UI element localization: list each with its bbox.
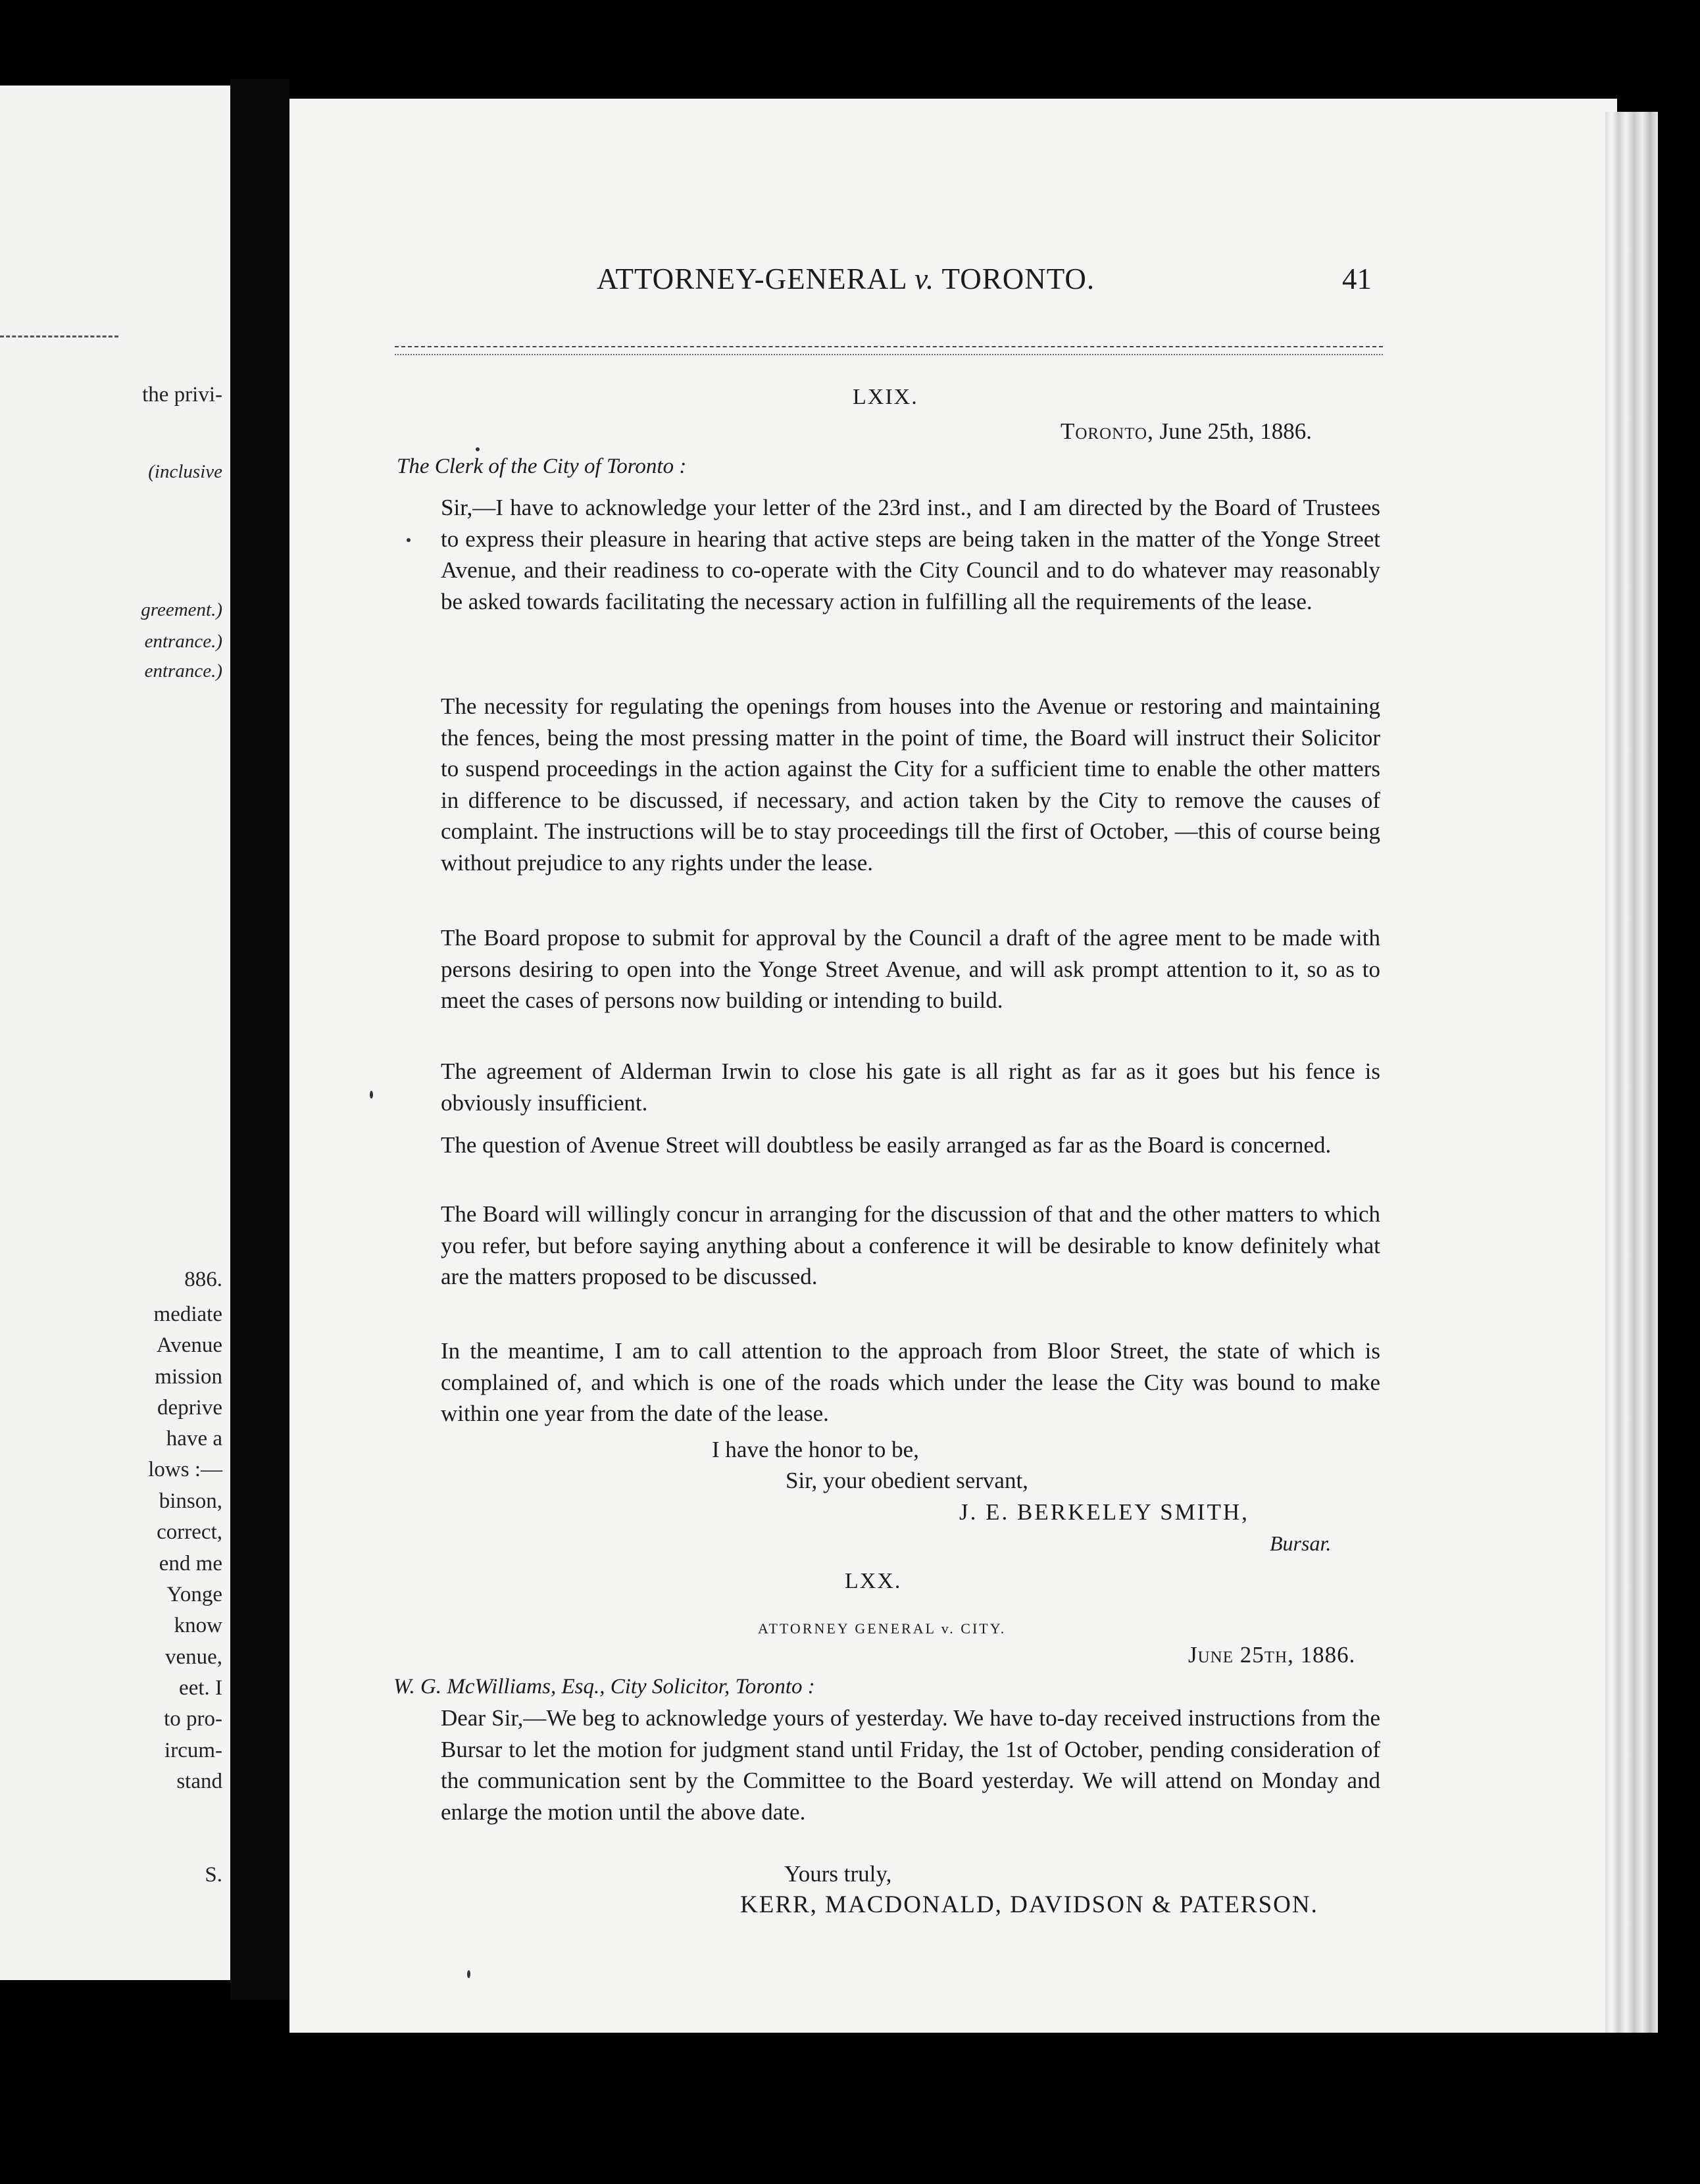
previous-page-line: 886.: [184, 1268, 222, 1291]
page-edges: [1605, 112, 1658, 2033]
letter-69-body-3: [441, 922, 1380, 1016]
letter-69-paragraph-1: Sir,—I have to acknowledge your letter of the 23rd inst., and I am directed by the Board of Trustees to express their pleasure in hearing that active steps are being taken in the matter of the Yonge Street Avenue, and their readiness to co-operate with the City Council and to do whatever may reasonably be asked towards facilitating the necessary action in fulfilling all the requirements of the lease.: [441, 495, 1380, 614]
previous-page-line: mediate: [153, 1303, 222, 1326]
previous-page-line: Yonge: [166, 1583, 222, 1606]
letter-69-closing-2: Sir, your obedient servant,: [786, 1468, 1028, 1493]
letter-69-paragraph-7: In the meantime, I am to call attention to the approach from Bloor Street, the state of which is complained of, and which is one of the roads which under the lease the City was bound to make within one year from the date of the lease.: [441, 1338, 1380, 1426]
letter-69-numeral: LXIX.: [853, 385, 918, 409]
previous-page-line: (inclusive: [148, 461, 222, 482]
book-gutter: [230, 79, 289, 2000]
letter-69-paragraph-5: The question of Avenue Street will doubtless be easily arranged as far as the Board is concerned.: [441, 1132, 1332, 1158]
letter-69-body: [441, 492, 1380, 617]
letter-69-addressee: The Clerk of the City of Toronto :: [397, 455, 687, 478]
letter-70-caption: ATTORNEY GENERAL v. CITY.: [758, 1620, 1007, 1637]
letter-70-body: [441, 1702, 1380, 1827]
previous-page-line: to pro-: [164, 1707, 222, 1731]
letter-70-closing: Yours truly,: [784, 1861, 892, 1887]
previous-page-line: entrance.): [144, 631, 222, 652]
running-head-versus: v.: [914, 262, 935, 295]
previous-page-line: S.: [205, 1863, 222, 1887]
previous-page-rule: [0, 335, 118, 337]
letter-70-addressee: W. G. McWilliams, Esq., City Solicitor, Toronto :: [393, 1675, 815, 1699]
previous-page-line: end me: [159, 1552, 222, 1576]
letter-69-paragraph-4: The agreement of Alderman Irwin to close his gate is all right as far as it goes but his fence is obviously insufficient.: [441, 1058, 1380, 1116]
previous-page-line: binson,: [159, 1489, 222, 1513]
page-number: 41: [1342, 262, 1372, 295]
letter-69-signature: J. E. BERKELEY SMITH,: [959, 1499, 1249, 1525]
letter-69-body-6: [441, 1199, 1380, 1293]
header-rule: [395, 346, 1383, 355]
letter-69-body-4: [441, 1056, 1380, 1118]
print-speck: [370, 1091, 373, 1099]
previous-page-line: eet. I: [179, 1676, 222, 1700]
previous-page-line: entrance.): [144, 660, 222, 682]
letter-69-paragraph-3: The Board propose to submit for approval by the Council a draft of the agree ment to be made with persons desiring to open into the Yonge Street Avenue, and will ask prompt attention to it, so as to meet the cases of persons now building or intending to build.: [441, 925, 1380, 1013]
previous-page-line: correct,: [157, 1520, 222, 1544]
previous-page-line: lows :—: [148, 1458, 222, 1481]
previous-page-line: have a: [166, 1427, 222, 1451]
print-speck: [467, 1970, 470, 1978]
letter-70-numeral: LXX.: [845, 1569, 902, 1593]
letter-69-body-5: [441, 1129, 1380, 1161]
previous-page-fragment: [0, 86, 230, 1980]
dateline-date: June 25th, 1886.: [1159, 418, 1312, 444]
letter-70-dateline: June 25th, 1886.: [1188, 1642, 1356, 1668]
letter-69-paragraph-2: The necessity for regulating the openings from houses into the Avenue or restoring and maintaining the fences, being the most pressing matter in the point of time, the Board will instruct their Solicitor to suspend proceedings in the action against the City for a sufficient time to enable the other matters in difference to be discussed, if necessary, and action taken by the City to remove the causes of complaint. The instructions will be to stay proceedings till the first of October, —this of course being without prejudice to any rights under the lease.: [441, 693, 1380, 876]
running-head-right: TORONTO.: [941, 262, 1095, 295]
letter-69-closing-1: I have the honor to be,: [712, 1437, 919, 1462]
previous-page-line: Avenue: [156, 1333, 222, 1357]
letter-70-paragraph: Dear Sir,—We beg to acknowledge yours of yesterday. We have to-day received instructions from the Bursar to let the motion for judgment stand until Friday, the 1st of October, pending consideration of the communication sent by the Committee to the Board yesterday. We will attend on Monday and enlarge the motion until the above date.: [441, 1705, 1380, 1825]
letter-69-paragraph-6: The Board will willingly concur in arranging for the discussion of that and the other matters to which you refer, but before saying anything about a conference it will be desirable to know definitely what are the matters proposed to be discussed.: [441, 1201, 1380, 1289]
previous-page-line: deprive: [157, 1396, 222, 1420]
print-speck: [407, 538, 411, 542]
running-head-left: ATTORNEY-GENERAL: [597, 262, 907, 295]
previous-page-line: ircum-: [164, 1739, 222, 1762]
dateline-place: Toronto,: [1061, 418, 1154, 444]
print-speck: [476, 447, 480, 451]
previous-page-line: stand: [176, 1770, 222, 1793]
previous-page-line: know: [174, 1614, 222, 1637]
previous-page-line: the privi-: [142, 383, 222, 407]
previous-page-line: venue,: [164, 1645, 222, 1669]
letter-69-body-2: [441, 691, 1380, 878]
running-head: [597, 262, 1095, 296]
previous-page-line: mission: [155, 1365, 222, 1389]
letter-69-signature-title: Bursar.: [1270, 1531, 1332, 1555]
letter-70-signature: KERR, MACDONALD, DAVIDSON & PATERSON.: [740, 1891, 1318, 1918]
letter-69-body-7: [441, 1335, 1380, 1429]
letter-69-dateline: [1061, 416, 1312, 447]
previous-page-line: greement.): [141, 599, 222, 620]
